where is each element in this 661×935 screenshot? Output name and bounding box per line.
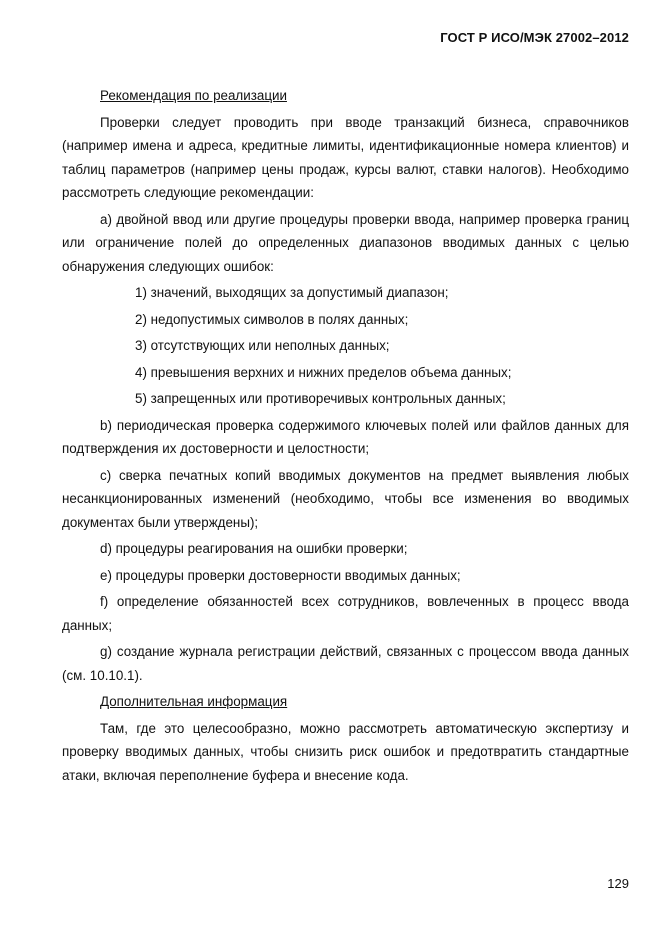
sub-list-item: 2) недопустимых символов в полях данных;: [135, 311, 409, 327]
sub-list-item: 3) отсутствующих или неполных данных;: [135, 338, 390, 353]
list-item-e: e) процедуры проверки достоверности вводимых данных;: [100, 567, 461, 583]
list-item-d: d) процедуры реагирования на ошибки проверки;: [100, 541, 408, 556]
section-heading-additional-info: Дополнительная информация: [100, 694, 288, 709]
section-heading-implementation: Рекомендация по реализации: [100, 88, 287, 103]
list-item-g: g) создание журнала регистрации действий, связанных с процессом ввода данных (см. 10.10.1).: [62, 644, 629, 683]
sub-list-item: 4) превышения верхних и нижних пределов объема данных;: [135, 364, 512, 380]
sub-list-item: 1) значений, выходящих за допустимый диапазон;: [135, 285, 449, 300]
document-body: [62, 84, 629, 790]
intro-paragraph: Проверки следует проводить при вводе транзакций бизнеса, справочников (например имена и адреса, кредитные лимиты, идентификационные номера клиентов) и таблиц параметров (например цены продаж, курсы валют, ставки налогов). Необходимо рассмотреть следующие рекомендации:: [62, 114, 629, 200]
page-number: 129: [607, 876, 629, 891]
sub-list-item: 5) запрещенных или противоречивых контрольных данных;: [135, 391, 506, 406]
list-item-f: f) определение обязанностей всех сотрудников, вовлеченных в процесс ввода данных;: [62, 594, 629, 633]
list-item-a: a) двойной ввод или другие процедуры проверки ввода, например проверка границ или ограничение полей до определенных диапазонов вводимых данных с целью обнаружения следующих ошибок:: [62, 211, 629, 274]
list-item-c: c) сверка печатных копий вводимых документов на предмет выявления любых несанкционированных изменений (необходимо, чтобы все изменения во вводимых документах были утверждены);: [62, 467, 629, 530]
list-item-b: b) периодическая проверка содержимого ключевых полей или файлов данных для подтверждения их достоверности и целостности;: [62, 417, 629, 456]
document-standard-header: ГОСТ Р ИСО/МЭК 27002–2012: [440, 30, 629, 45]
additional-info-paragraph: Там, где это целесообразно, можно рассмотреть автоматическую экспертизу и проверку вводимых данных, чтобы снизить риск ошибок и предотвратить стандартные атаки, включая переполнение буфера и внесение кода.: [62, 720, 629, 783]
